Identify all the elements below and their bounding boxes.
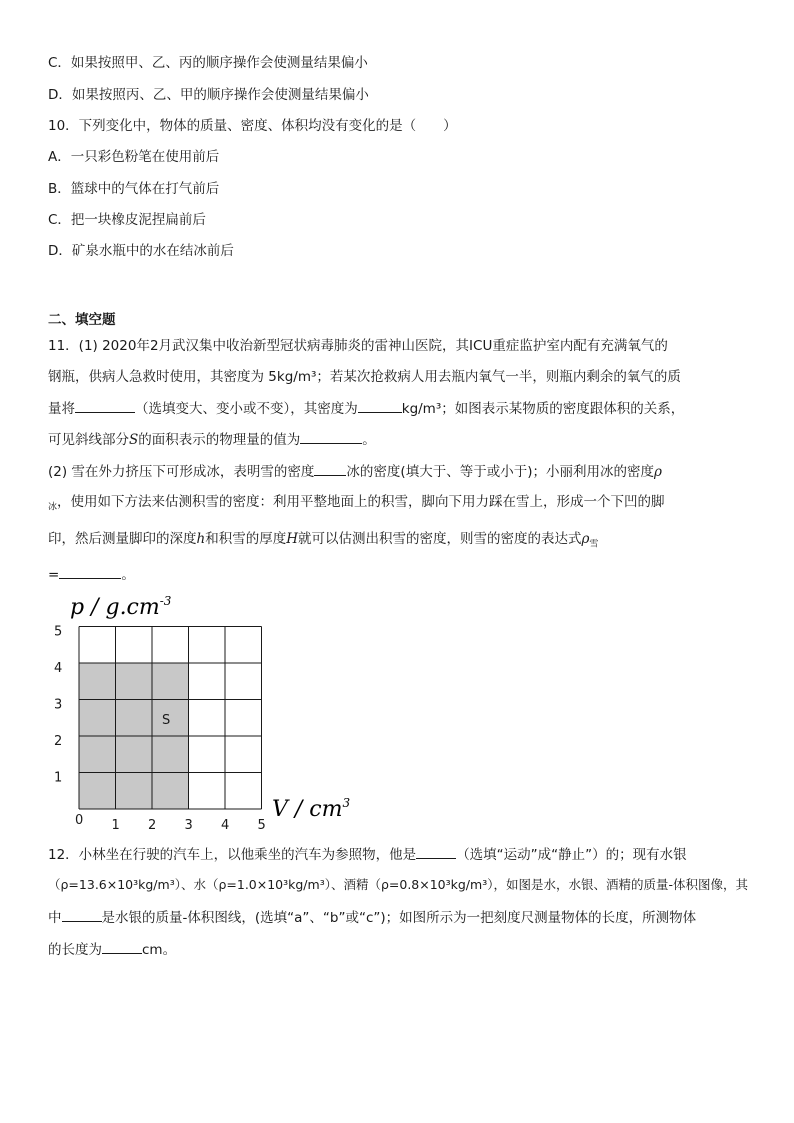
q11-line-6: $_冰$，使用如下方法来估测积雪的密度：利用平整地面上的积雪，脚向下用力踩在雪上，形成一个下凹的脚	[48, 494, 665, 513]
q12-line-3: 中 是水银的质量-体积图线，(选填“a”、“b”或“c”)；如图所示为一把刻度尺测量物体的长度，所测物体	[48, 910, 697, 926]
blank-area-value[interactable]	[300, 430, 362, 444]
y-tick-label: 2	[54, 734, 63, 749]
q10-option-b: B．篮球中的气体在打气前后	[48, 181, 220, 197]
blank-mass-change[interactable]	[75, 399, 135, 413]
y-tick-label: 5	[54, 624, 63, 640]
blank-length-cm[interactable]	[102, 940, 142, 954]
shaded-region-label: S	[162, 713, 171, 728]
q10-stem: 10．下列变化中，物体的质量、密度、体积均没有变化的是（ ）	[48, 118, 457, 134]
y-tick-label: 3	[54, 697, 63, 713]
y-tick-label: 1	[54, 770, 63, 786]
x-tick-label: 2	[148, 818, 157, 833]
q11-line-3: 量将 （选填变大、变小或不变），其密度为 kg/m³；如图表示某物质的密度跟体积的关系，	[48, 401, 685, 417]
y-axis-title: p / $g.cm^{-3}$	[70, 594, 172, 620]
blank-snow-density-expr[interactable]	[59, 565, 121, 579]
q11-line-4: 可见斜线部分S的面积表示的物理量的值为 。	[48, 432, 376, 448]
blank-density-value[interactable]	[358, 399, 402, 413]
density-volume-chart	[40, 590, 360, 838]
x-tick-label: 5	[257, 818, 266, 833]
x-axis-title: V / $cm^3$	[272, 796, 351, 822]
q9-option-d: D．如果按照丙、乙、甲的顺序操作会使测量结果偏小	[48, 87, 369, 103]
q10-option-c: C．把一块橡皮泥捏扁前后	[48, 212, 206, 228]
x-tick-label: 3	[184, 818, 193, 833]
q11-line-7: 印，然后测量脚印的深度h和积雪的厚度H就可以估测出积雪的密度，则雪的密度的表达式$\rho_雪$	[48, 531, 599, 550]
q10-option-d: D．矿泉水瓶中的水在结冰前后	[48, 243, 234, 259]
q9-option-c: C．如果按照甲、乙、丙的顺序操作会使测量结果偏小	[48, 55, 368, 71]
q10-option-a: A．一只彩色粉笔在使用前后	[48, 149, 220, 165]
y-tick-label: 4	[54, 661, 63, 676]
blank-snow-compare[interactable]	[314, 462, 346, 476]
q11-line-2: 钢瓶，供病人急救时使用，其密度为 5kg/m³；若某次抢救病人用去瓶内氧气一半，则瓶内剩余的氧气的质	[48, 369, 681, 385]
q12-line-1: 12．小林坐在行驶的汽车上，以他乘坐的汽车为参照物，他是 （选填“运动”成“静止”）的；现有水银	[48, 847, 687, 863]
x-tick-label: 4	[221, 818, 230, 833]
blank-motion-state[interactable]	[416, 845, 456, 859]
q12-line-2: （ρ=13.6×10³kg/m³）、水（ρ=1.0×10³kg/m³）、酒精（ρ=0.8×10³kg/m³），如图是水，水银、酒精的质量-体积图像，其	[48, 877, 748, 892]
q11-line-8: = 。	[48, 567, 135, 583]
x-tick-label: 1	[111, 818, 120, 833]
q11-line-1: 11．(1) 2020年2月武汉集中收治新型冠状病毒肺炎的雷神山医院，其ICU重症监护室内配有充满氧气的	[48, 338, 668, 354]
blank-mercury-line[interactable]	[62, 908, 102, 922]
q11-line-5: (2) 雪在外力挤压下可形成冰，表明雪的密度 冰的密度(填大于、等于或小于)；小丽利用冰的密度ρ	[48, 464, 662, 480]
q12-line-4: 的长度为 cm。	[48, 942, 177, 958]
x-tick-label: 0	[75, 813, 84, 828]
section-title: 二、填空题	[48, 312, 116, 328]
